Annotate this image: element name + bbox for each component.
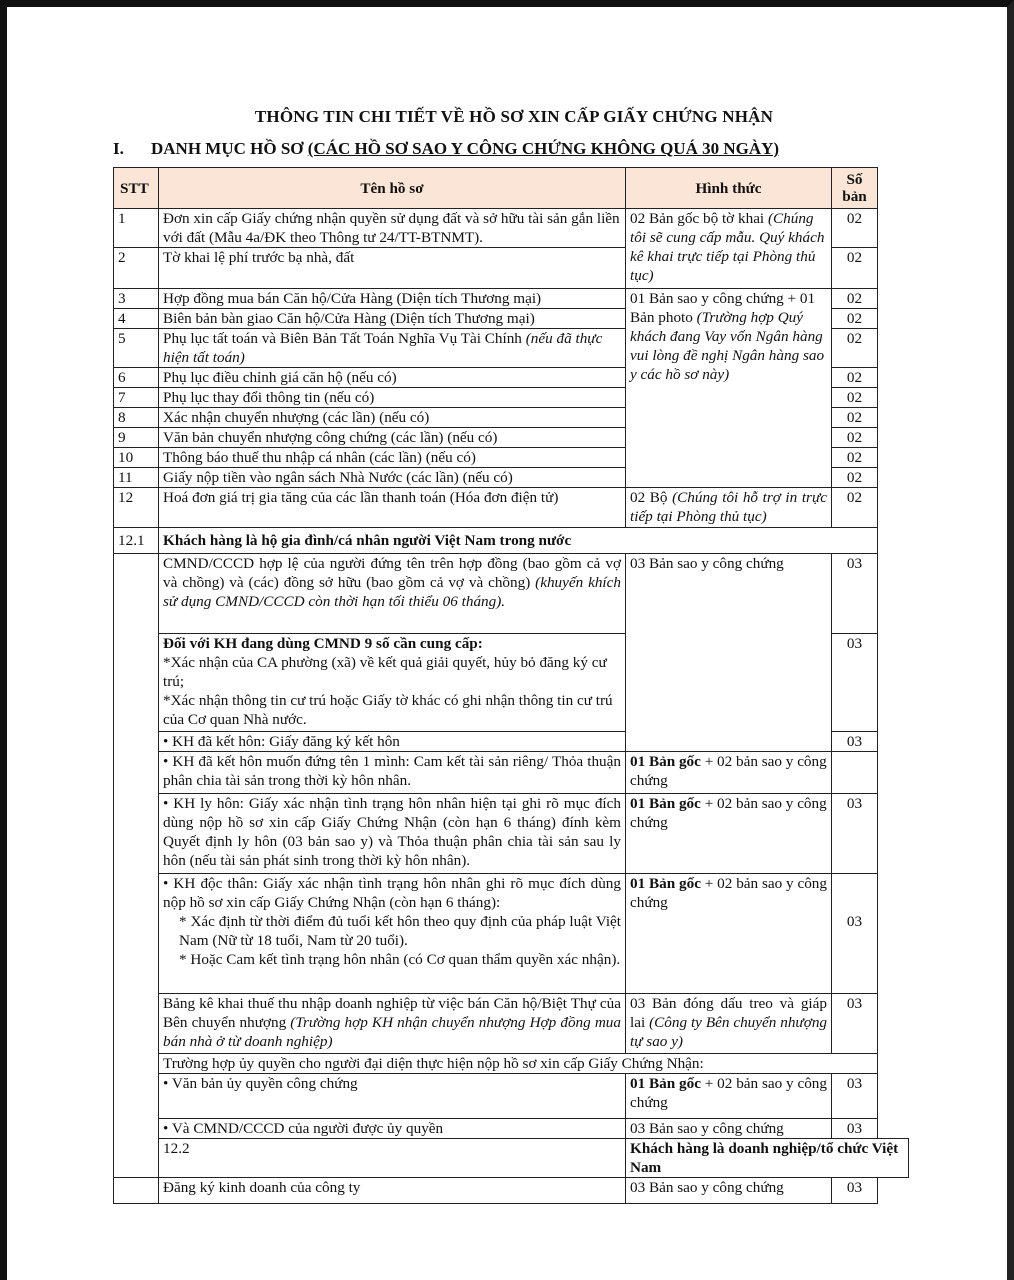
row-name: Xác nhận chuyển nhượng (các lần) (nếu có) [159,408,626,428]
row-stt: 5 [114,329,159,368]
row-count: 02 [832,488,878,528]
row-name: Giấy nộp tiền vào ngân sách Nhà Nước (các lần) (nếu có) [159,468,626,488]
row-name: Tờ khai lệ phí trước bạ nhà, đất [159,248,626,289]
row-count: 02 [832,289,878,309]
row-form: 01 Bản gốc + 02 bản sao y công chứng [626,1074,832,1119]
table-row [114,874,909,994]
table-row [114,554,909,634]
table-row [114,289,909,309]
row-name: Đăng ký kinh doanh của công ty [159,1178,626,1204]
header-count: Số bản [832,168,878,209]
row-name: Bảng kê khai thuế thu nhập doanh nghiệp từ việc bán Căn hộ/Biệt Thự của Bên chuyển nhượng (Trường hợp KH nhận chuyển nhượng Hợp đồng mua bán nhà ở từ doanh nghiệp) [159,994,626,1054]
row-name: Thông báo thuế thu nhập cá nhân (các lần) (nếu có) [159,448,626,468]
section-row [114,1139,909,1178]
section-stt: 12.1 [114,528,159,554]
row-count: 03 [832,1178,878,1204]
section-number: I. [113,139,124,158]
row-count: 02 [832,448,878,468]
row-name: • KH đã kết hôn muốn đứng tên 1 mình: Cam kết tài sản riêng/ Thỏa thuận phân chia tài sản trong thời kỳ hôn nhân. [159,752,626,794]
row-form: 01 Bản gốc + 02 bản sao y công chứng [626,752,832,794]
row-count: 02 [832,309,878,329]
table-row [114,1054,909,1074]
row-name-line: * Hoặc Cam kết tình trạng hôn nhân (có Cơ quan thẩm quyền xác nhận). [179,951,621,968]
row-count: 02 [832,368,878,388]
row-count: 03 [832,732,878,752]
table-row [114,994,909,1054]
section-row [114,528,909,554]
row-form: 02 Bộ (Chúng tôi hỗ trợ in trực tiếp tại Phòng thủ tục) [626,488,832,528]
row-form: 01 Bản sao y công chứng + 01 Bản photo (Trường hợp Quý khách đang Vay vốn Ngân hàng vui lòng đề nghị Ngân hàng sao y các hồ sơ này) [626,289,832,488]
section-label: DANH MỤC HỒ SƠ [151,139,308,158]
row-name: Văn bản chuyển nhượng công chứng (các lần) (nếu có) [159,428,626,448]
row-count: 03 [832,634,878,732]
table-row [114,1119,909,1139]
row-name-line: *Xác nhận thông tin cư trú hoặc Giấy tờ khác có ghi nhận thông tin cư trú của Cơ quan Nhà nước. [163,692,613,728]
row-stt: 12 [114,488,159,528]
row-form: 03 Bản sao y công chứng [626,554,832,752]
table-row [114,752,909,794]
row-name: CMND/CCCD hợp lệ của người đứng tên trên hợp đồng (bao gồm cả vợ và chồng) và (các) đồng sở hữu (bao gồm cả vợ và chồng) (khuyến khích sử dụng CMND/CCCD còn thời hạn tối thiểu 06 tháng). [159,554,626,634]
header-stt: STT [114,168,159,209]
row-stt-empty [114,1178,159,1204]
row-count: 03 [832,1074,878,1119]
row-name: Đơn xin cấp Giấy chứng nhận quyền sử dụng đất và sở hữu tài sản gắn liền với đất (Mẫu 4a/ĐK theo Thông tư 24/TT-BTNMT). [159,209,626,248]
row-stt-empty [114,554,159,1178]
row-form: 03 Bản sao y công chứng [626,1178,832,1204]
row-name: • Văn bản ủy quyền công chứng [159,1074,626,1119]
row-name: Hoá đơn giá trị gia tăng của các lần thanh toán (Hóa đơn điện tử) [159,488,626,528]
row-stt: 1 [114,209,159,248]
page-title: THÔNG TIN CHI TIẾT VỀ HỒ SƠ XIN CẤP GIẤY CHỨNG NHẬN [254,107,774,126]
row-name-line: * Xác định từ thời điểm đủ tuổi kết hôn theo quy định của pháp luật Việt Nam (Nữ từ 18 tuổi, Nam từ 20 tuổi). [179,913,621,949]
row-name: Trường hợp ủy quyền cho người đại diện thực hiện nộp hồ sơ xin cấp Giấy Chứng Nhận: [159,1054,878,1074]
documents-table [113,167,909,1204]
header-name: Tên hồ sơ [159,168,626,209]
row-count: 03 [832,794,878,874]
row-count: 03 [832,1119,878,1139]
row-form: 03 Bản đóng dấu treo và giáp lai (Công ty Bên chuyển nhượng tự sao y) [626,994,832,1054]
table-row [114,1178,909,1204]
row-stt: 2 [114,248,159,289]
row-name-head: • KH độc thân: Giấy xác nhận tình trạng hôn nhân ghi rõ mục đích dùng nộp hồ sơ xin cấp Giấy Chứng Nhận (còn hạn 6 tháng): [163,874,621,912]
row-count: 03 [832,994,878,1054]
row-form: 01 Bản gốc + 02 bản sao y công chứng [626,874,832,994]
row-name: • KH đã kết hôn: Giấy đăng ký kết hôn [159,732,626,752]
row-name [159,634,626,732]
row-count: 02 [832,468,878,488]
row-name: Hợp đồng mua bán Căn hộ/Cửa Hàng (Diện tích Thương mại) [159,289,626,309]
row-name: Phụ lục điều chỉnh giá căn hộ (nếu có) [159,368,626,388]
row-name: • Và CMND/CCCD của người được ủy quyền [159,1119,626,1139]
section-title: Khách hàng là doanh nghiệp/tổ chức Việt Nam [626,1139,909,1178]
table-row [114,1074,909,1119]
row-stt: 10 [114,448,159,468]
row-name-line: *Xác nhận của CA phường (xã) về kết quả giải quyết, hủy bỏ đăng ký cư trú; [163,654,607,690]
row-stt: 3 [114,289,159,309]
row-name-head: Đối với KH đang dùng CMND 9 số cần cung cấp: [163,635,483,652]
table-row [114,488,909,528]
row-count-empty [832,752,878,794]
row-name: Biên bản bàn giao Căn hộ/Cửa Hàng (Diện tích Thương mại) [159,309,626,329]
row-form: 02 Bản gốc bộ tờ khai (Chúng tôi sẽ cung cấp mẫu. Quý khách kê khai trực tiếp tại Phòng thủ tục) [626,209,832,289]
row-count: 02 [832,428,878,448]
row-name: Phụ lục thay đổi thông tin (nếu có) [159,388,626,408]
section-stt: 12.2 [159,1139,626,1178]
row-name: • KH ly hôn: Giấy xác nhận tình trạng hôn nhân hiện tại ghi rõ mục đích dùng nộp hồ sơ xin cấp Giấy Chứng Nhận (còn hạn 6 tháng) đính kèm Quyết định ly hôn (03 bản sao y) và Thỏa thuận phân chia tài sản sau ly hôn (nếu tài sản phát sinh trong thời kỳ hôn nhân). [159,794,626,874]
row-count: 02 [832,388,878,408]
row-stt: 11 [114,468,159,488]
row-form: 01 Bản gốc + 02 bản sao y công chứng [626,794,832,874]
row-name [159,874,626,994]
row-name: Phụ lục tất toán và Biên Bản Tất Toán Nghĩa Vụ Tài Chính (nếu đã thực hiện tất toán) [159,329,626,368]
row-stt: 7 [114,388,159,408]
table-header-row [114,168,909,209]
section-title: Khách hàng là hộ gia đình/cá nhân người Việt Nam trong nước [159,528,878,554]
row-count: 03 [832,874,878,994]
table-row [114,209,909,248]
row-count: 03 [832,554,878,634]
row-stt: 4 [114,309,159,329]
row-stt: 6 [114,368,159,388]
row-count: 02 [832,329,878,368]
section-note: (CÁC HỒ SƠ SAO Y CÔNG CHỨNG KHÔNG QUÁ 30 NGÀY) [307,139,780,158]
table-row [114,794,909,874]
row-stt: 8 [114,408,159,428]
header-form: Hình thức [626,168,832,209]
row-form: 03 Bản sao y công chứng [626,1119,832,1139]
row-stt: 9 [114,428,159,448]
section-heading [113,139,779,159]
row-count: 02 [832,209,878,248]
row-count: 02 [832,408,878,428]
row-count: 02 [832,248,878,289]
